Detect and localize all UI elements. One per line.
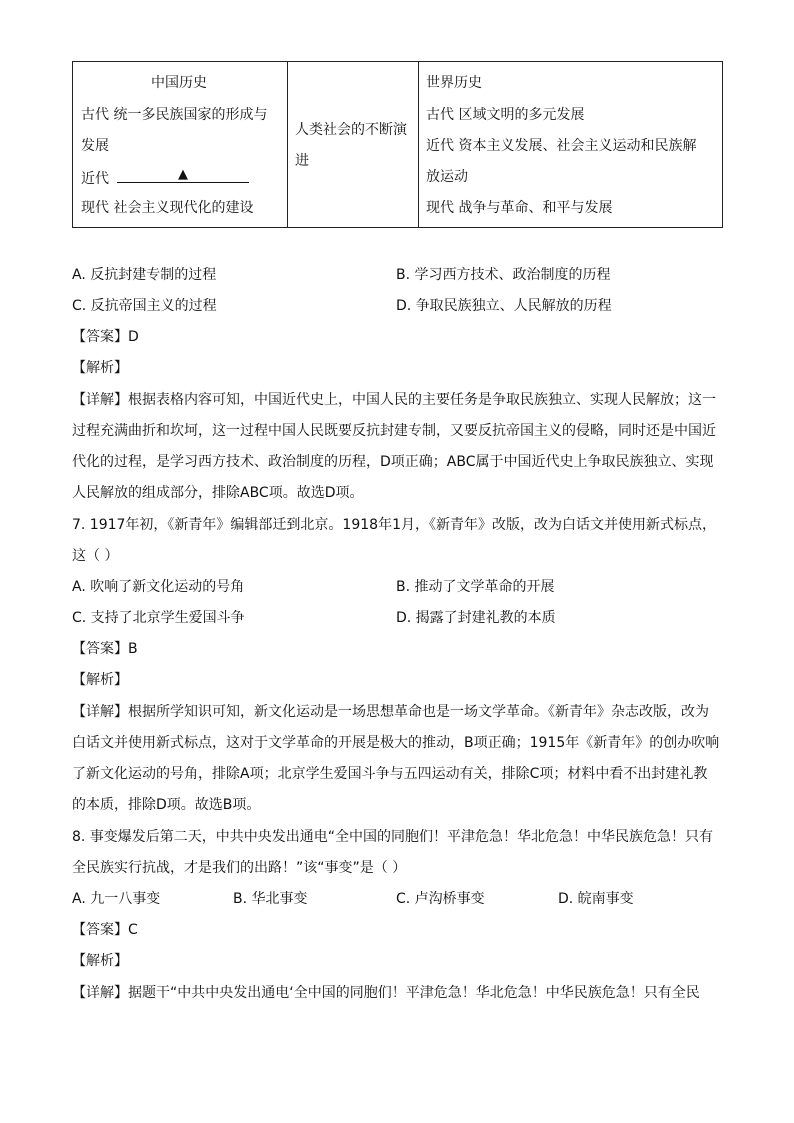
q7-detail-line-2: 白话文并使用新式标点，这对于文学革命的开展是极大的推动，B项正确；1915年《新青年》的创办吹响 bbox=[72, 735, 720, 751]
q6-detail-line-1: 【详解】根据表格内容可知，中国近代史上，中国人民的主要任务是争取民族独立、实现人民解放；这一 bbox=[72, 392, 716, 408]
china-ancient-line-1: 古代 统一多民族国家的形成与 bbox=[81, 107, 268, 123]
answer-label: 【答案】 bbox=[72, 641, 128, 657]
q7-option-b: B. 推动了文学革命的开展 bbox=[396, 579, 555, 595]
fill-in-blank bbox=[117, 168, 249, 183]
china-contemporary-line: 现代 社会主义现代化的建设 bbox=[81, 200, 254, 216]
q7-option-c: C. 支持了北京学生爱国斗争 bbox=[72, 610, 245, 626]
q6-detail-line-4: 人民解放的组成部分，排除ABC项。故选D项。 bbox=[72, 485, 364, 501]
q7-answer bbox=[72, 640, 138, 658]
answer-value: C bbox=[128, 922, 138, 938]
china-ancient-line-2: 发展 bbox=[81, 138, 109, 154]
q7-detail-line-4: 的本质，排除D项。故选B项。 bbox=[72, 797, 261, 813]
china-modern-label: 近代 bbox=[81, 171, 109, 187]
q8-stem-line-2: 全民族实行抗战，才是我们的出路！”该“事变”是（ ） bbox=[72, 860, 407, 876]
q8-option-d: D. 皖南事变 bbox=[558, 891, 634, 907]
q6-option-a: A. 反抗封建专制的过程 bbox=[72, 267, 217, 283]
triangle-marker-icon: ▲ bbox=[178, 167, 188, 182]
q7-option-a: A. 吹响了新文化运动的号角 bbox=[72, 579, 245, 595]
answer-label: 【答案】 bbox=[72, 922, 128, 938]
world-modern-line-2: 放运动 bbox=[426, 169, 468, 185]
china-modern-line bbox=[81, 168, 249, 188]
answer-value: B bbox=[128, 641, 138, 657]
q8-option-c: C. 卢沟桥事变 bbox=[396, 891, 485, 907]
q6-option-c: C. 反抗帝国主义的过程 bbox=[72, 298, 217, 314]
q6-option-d: D. 争取民族独立、人民解放的历程 bbox=[396, 298, 612, 314]
q8-stem-line-1: 8. 事变爆发后第二天，中共中央发出通电“全中国的同胞们！平津危急！华北危急！中华民族危急！只有 bbox=[72, 829, 714, 845]
middle-cell bbox=[288, 62, 419, 228]
middle-line-2: 进 bbox=[295, 153, 309, 169]
q7-stem-line-1: 7. 1917年初，《新青年》编辑部迁到北京。1918年1月，《新青年》改版，改为白话文并使用新式标点， bbox=[72, 517, 716, 533]
q7-analysis-label: 【解析】 bbox=[72, 672, 128, 688]
middle-line-1: 人类社会的不断演 bbox=[295, 122, 407, 138]
world-modern-line-1: 近代 资本主义发展、社会主义运动和民族解 bbox=[426, 138, 697, 154]
q8-option-a: A. 九一八事变 bbox=[72, 891, 161, 907]
china-history-header: 中国历史 bbox=[151, 75, 207, 91]
q8-option-b: B. 华北事变 bbox=[233, 891, 308, 907]
china-history-cell bbox=[73, 62, 288, 228]
history-table bbox=[72, 61, 723, 228]
q8-detail-line-1: 【详解】据题干“中共中央发出通电‘全中国的同胞们！平津危急！华北危急！中华民族危急！只有全民 bbox=[72, 985, 700, 1001]
q6-analysis-label: 【解析】 bbox=[72, 360, 128, 376]
q7-option-d: D. 揭露了封建礼教的本质 bbox=[396, 610, 556, 626]
q7-detail-line-3: 了新文化运动的号角，排除A项；北京学生爱国斗争与五四运动有关，排除C项；材料中看不出封建礼教 bbox=[72, 766, 708, 782]
q6-answer bbox=[72, 328, 139, 346]
world-history-header: 世界历史 bbox=[426, 75, 482, 91]
answer-value: D bbox=[128, 329, 139, 345]
q6-detail-line-3: 代化的过程，是学习西方技术、政治制度的历程，D项正确；ABC属于中国近代史上争取民族独立、实现 bbox=[72, 454, 714, 470]
world-history-cell bbox=[419, 62, 723, 228]
answer-label: 【答案】 bbox=[72, 329, 128, 345]
q8-answer bbox=[72, 921, 138, 939]
q6-detail-line-2: 过程充满曲折和坎坷，这一过程中国人民既要反抗封建专制，又要反抗帝国主义的侵略，同时还是中国近 bbox=[72, 423, 716, 439]
q7-detail-line-1: 【详解】根据所学知识可知，新文化运动是一场思想革命也是一场文学革命。《新青年》杂志改版，改为 bbox=[72, 704, 709, 720]
world-contemporary-line: 现代 战争与革命、和平与发展 bbox=[426, 200, 613, 216]
world-ancient-line: 古代 区域文明的多元发展 bbox=[426, 107, 585, 123]
q7-stem-line-2: 这（ ） bbox=[72, 548, 119, 564]
q6-option-b: B. 学习西方技术、政治制度的历程 bbox=[396, 267, 611, 283]
q8-analysis-label: 【解析】 bbox=[72, 953, 128, 969]
